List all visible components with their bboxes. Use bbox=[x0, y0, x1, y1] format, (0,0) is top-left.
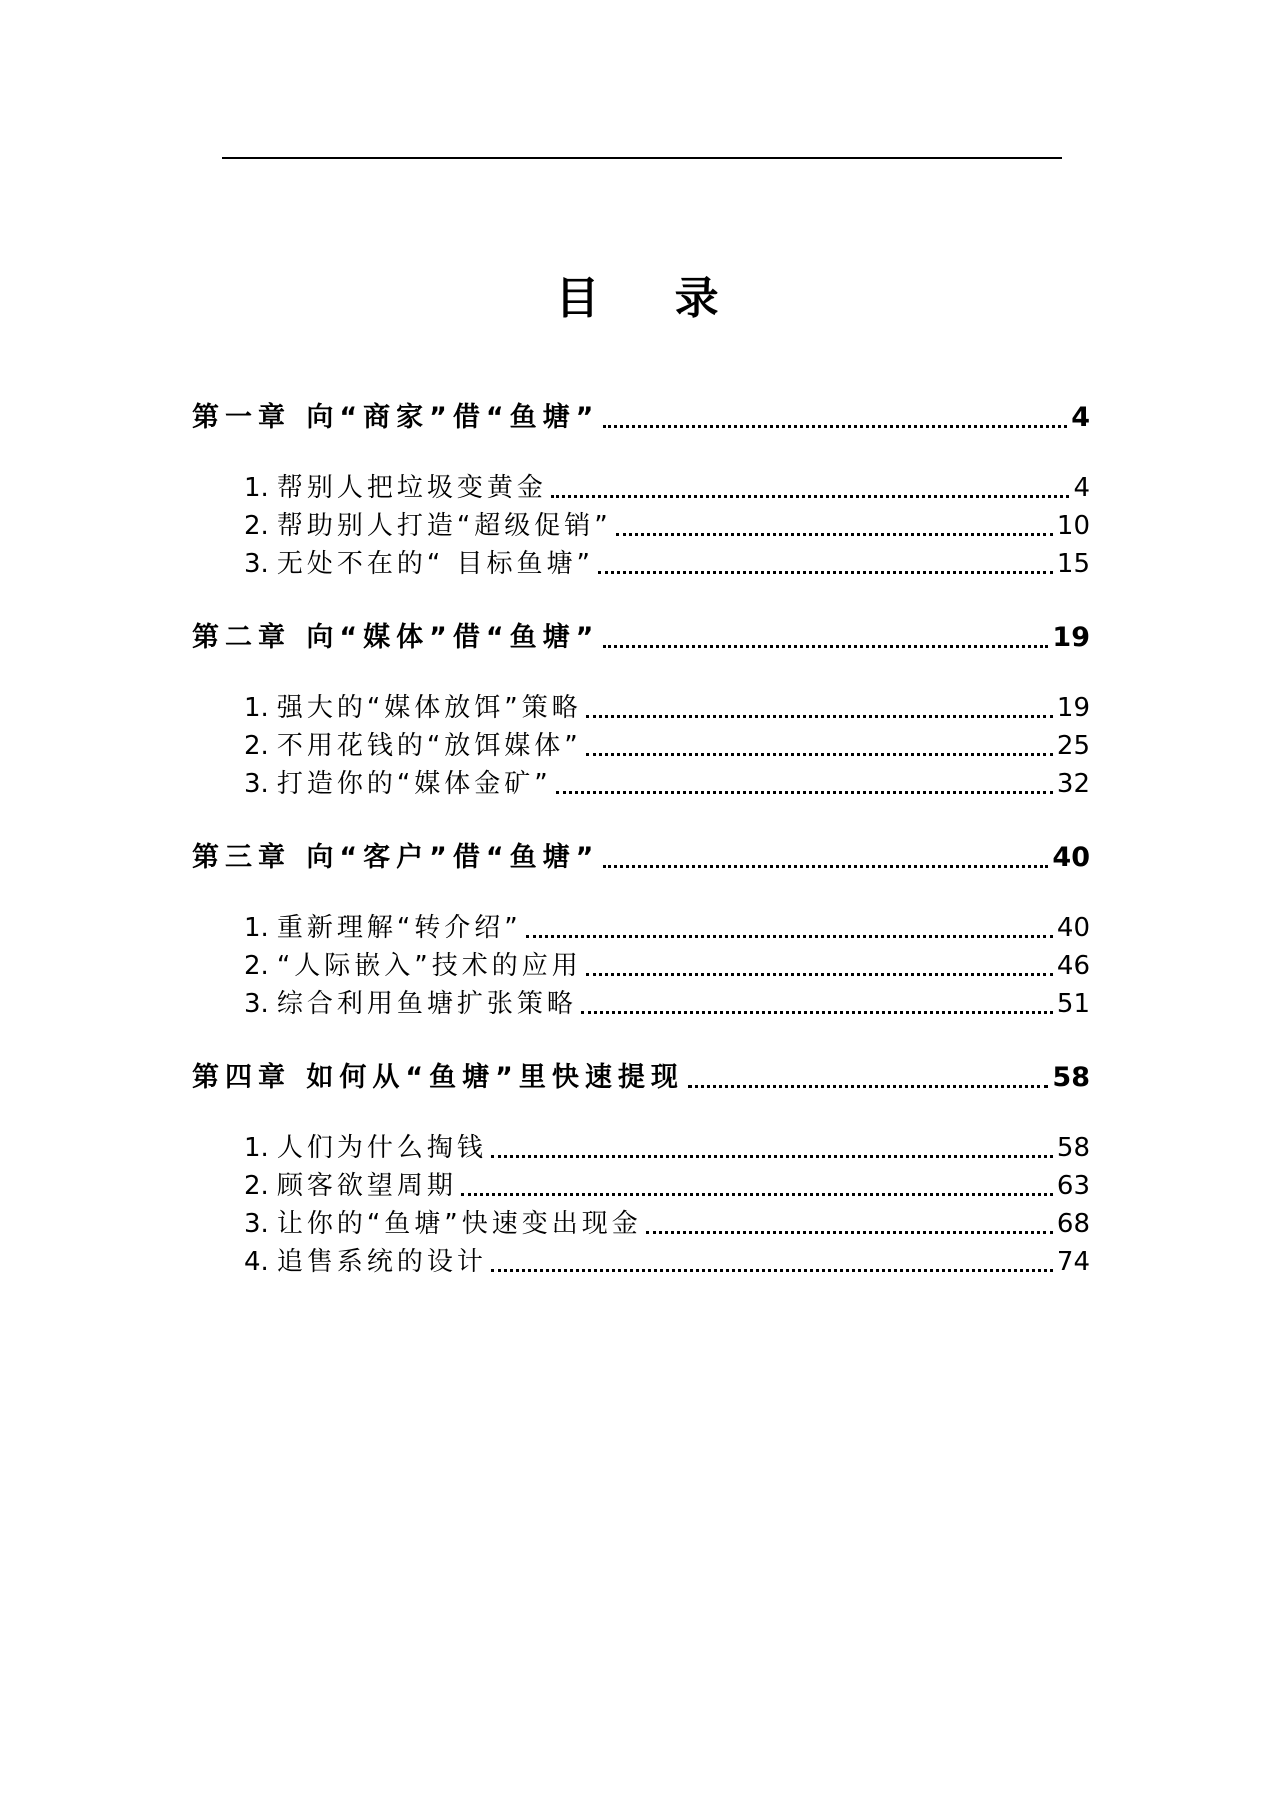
section-number: 1. bbox=[244, 913, 269, 943]
chapter-page-number: 40 bbox=[1052, 842, 1090, 873]
chapter-page-number: 4 bbox=[1071, 402, 1090, 433]
section-page-number: 40 bbox=[1056, 913, 1090, 943]
toc-section-2-2[interactable] bbox=[244, 725, 1090, 762]
section-number: 1. bbox=[244, 1133, 269, 1163]
dot-leader bbox=[603, 865, 1048, 868]
dot-leader bbox=[616, 533, 1053, 536]
section-page-number: 63 bbox=[1056, 1171, 1090, 1201]
section-title: 人们为什么掏钱 bbox=[276, 1133, 487, 1163]
dot-leader bbox=[556, 791, 1053, 794]
section-title: 无处不在的“ 目标鱼塘” bbox=[276, 549, 595, 579]
toc-section-3-2[interactable] bbox=[244, 945, 1090, 982]
section-title: 帮助别人打造“超级促销” bbox=[276, 511, 612, 541]
toc-section-4-4[interactable] bbox=[244, 1241, 1090, 1278]
section-page-number: 4 bbox=[1073, 473, 1090, 503]
dot-leader bbox=[598, 571, 1053, 574]
section-number: 2. bbox=[244, 951, 269, 981]
dot-leader bbox=[586, 715, 1053, 718]
section-page-number: 25 bbox=[1056, 731, 1090, 761]
dot-leader bbox=[551, 495, 1070, 498]
section-title: 让你的“鱼塘”快速变出现金 bbox=[276, 1209, 642, 1239]
section-page-number: 19 bbox=[1056, 693, 1090, 723]
section-number: 2. bbox=[244, 731, 269, 761]
section-title: 帮别人把垃圾变黄金 bbox=[276, 473, 547, 503]
section-page-number: 46 bbox=[1056, 951, 1090, 981]
dot-leader bbox=[491, 1155, 1053, 1158]
section-number: 2. bbox=[244, 511, 269, 541]
section-page-number: 58 bbox=[1056, 1133, 1090, 1163]
section-number: 1. bbox=[244, 693, 269, 723]
section-number: 4. bbox=[244, 1247, 269, 1277]
section-page-number: 32 bbox=[1056, 769, 1090, 799]
chapter-page-number: 58 bbox=[1052, 1062, 1090, 1093]
dot-leader bbox=[646, 1231, 1053, 1234]
toc-section-2-1[interactable] bbox=[244, 687, 1090, 724]
toc-section-3-1[interactable] bbox=[244, 907, 1090, 944]
toc-section-4-2[interactable] bbox=[244, 1165, 1090, 1202]
chapter-title: 第二章 向“媒体”借“鱼塘” bbox=[192, 622, 600, 653]
dot-leader bbox=[688, 1085, 1049, 1088]
section-page-number: 68 bbox=[1056, 1209, 1090, 1239]
toc-section-1-1[interactable] bbox=[244, 467, 1090, 504]
toc-section-3-3[interactable] bbox=[244, 983, 1090, 1020]
chapter-page-number: 19 bbox=[1052, 622, 1090, 653]
section-number: 3. bbox=[244, 549, 269, 579]
section-title: 追售系统的设计 bbox=[276, 1247, 487, 1277]
toc-chapter-3[interactable] bbox=[192, 835, 1090, 874]
dot-leader bbox=[603, 645, 1048, 648]
section-number: 3. bbox=[244, 989, 269, 1019]
chapter-title: 第一章 向“商家”借“鱼塘” bbox=[192, 402, 600, 433]
toc-chapter-2[interactable] bbox=[192, 615, 1090, 654]
toc-section-4-1[interactable] bbox=[244, 1127, 1090, 1164]
dot-leader bbox=[586, 753, 1053, 756]
section-page-number: 15 bbox=[1056, 549, 1090, 579]
section-title: 顾客欲望周期 bbox=[276, 1171, 457, 1201]
section-title: 不用花钱的“放饵媒体” bbox=[276, 731, 582, 761]
section-page-number: 74 bbox=[1056, 1247, 1090, 1277]
section-number: 3. bbox=[244, 769, 269, 799]
toc-section-1-2[interactable] bbox=[244, 505, 1090, 542]
dot-leader bbox=[581, 1011, 1053, 1014]
header-rule bbox=[222, 157, 1062, 159]
section-number: 2. bbox=[244, 1171, 269, 1201]
chapter-title: 第四章 如何从“鱼塘”里快速提现 bbox=[192, 1062, 684, 1093]
toc-section-4-3[interactable] bbox=[244, 1203, 1090, 1240]
toc-chapter-1[interactable] bbox=[192, 395, 1090, 434]
section-title: 打造你的“媒体金矿” bbox=[276, 769, 552, 799]
section-page-number: 10 bbox=[1056, 511, 1090, 541]
dot-leader bbox=[603, 425, 1067, 428]
page-title: 目 录 bbox=[555, 273, 749, 324]
toc-section-2-3[interactable] bbox=[244, 763, 1090, 800]
section-number: 1. bbox=[244, 473, 269, 503]
section-title: “人际嵌入”技术的应用 bbox=[276, 951, 582, 981]
section-title: 重新理解“转介绍” bbox=[276, 913, 522, 943]
toc-section-1-3[interactable] bbox=[244, 543, 1090, 580]
toc-chapter-4[interactable] bbox=[192, 1055, 1090, 1094]
section-title: 综合利用鱼塘扩张策略 bbox=[276, 989, 577, 1019]
section-number: 3. bbox=[244, 1209, 269, 1239]
dot-leader bbox=[461, 1193, 1053, 1196]
dot-leader bbox=[586, 973, 1053, 976]
section-title: 强大的“媒体放饵”策略 bbox=[276, 693, 582, 723]
section-page-number: 51 bbox=[1056, 989, 1090, 1019]
dot-leader bbox=[491, 1269, 1053, 1272]
chapter-title: 第三章 向“客户”借“鱼塘” bbox=[192, 842, 600, 873]
dot-leader bbox=[526, 935, 1053, 938]
